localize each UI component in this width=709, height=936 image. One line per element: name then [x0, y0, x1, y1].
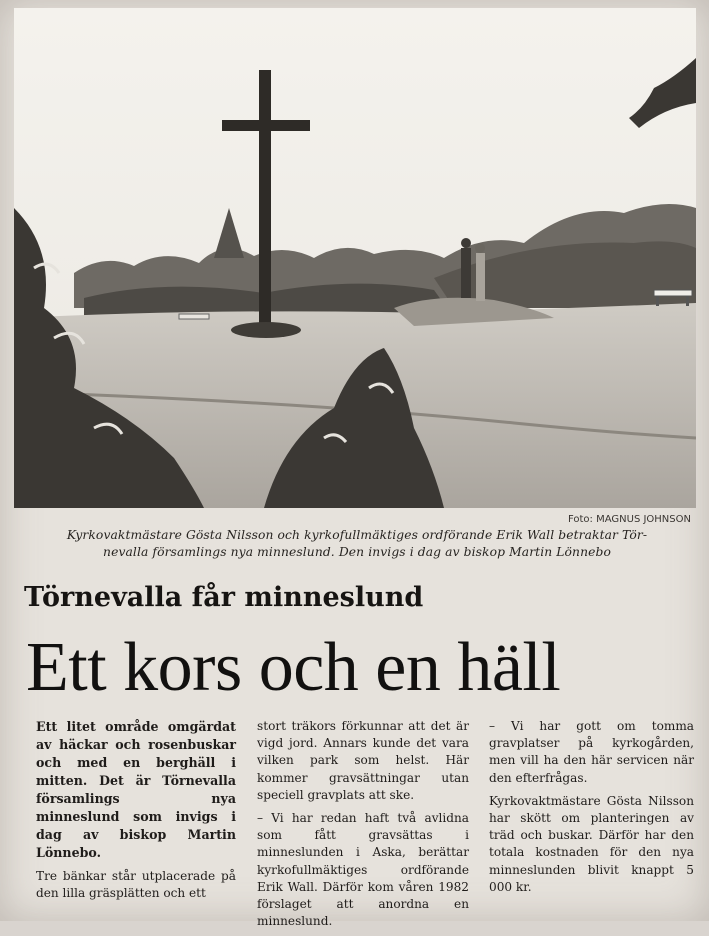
- photo-caption: [22, 527, 692, 561]
- caption-line: nevalla församlings nya minneslund. Den invigs i dag av biskop Martin Lönnebo: [103, 545, 611, 559]
- memorial-grove-photo: [14, 8, 696, 508]
- photo-credit: Foto: MAGNUS JOHNSON: [568, 514, 691, 525]
- body-paragraph: Kyrkovaktmästare Gösta Nilsson har skött om planteringen av träd och buskar. Därför har den totala kostnaden för den nya minneslunden blivit knappt 5 000 kr.: [489, 793, 694, 894]
- body-paragraph: stort träkors förkunnar att det är vigd jord. Annars kunde det vara vilken park som helst. Här kommer gravsättningar utan speciell gravplats att ske.: [257, 719, 469, 802]
- body-paragraph: – Vi har redan haft två avlidna som fått gravsättas i minneslunden i Aska, berättar kyrkofullmäktiges ordförande Erik Wall. Därför kom våren 1982 förslaget att anordna en minneslund.: [257, 811, 469, 929]
- article-column-3: [489, 718, 694, 902]
- body-paragraph: – Vi har gott om tomma gravplatser på kyrkogården, men vill ha den här servicen när den efterfrågas.: [489, 719, 694, 785]
- caption-line: Kyrkovaktmästare Gösta Nilsson och kyrkofullmäktiges ordförande Erik Wall betraktar Tör-: [66, 528, 648, 542]
- main-headline: Ett kors och en häll: [26, 629, 561, 706]
- kicker-headline: Törnevalla får minneslund: [24, 582, 424, 613]
- photo-illustration: [14, 8, 696, 508]
- lead-paragraph: Ett litet område omgärdat av häckar och rosenbuskar och med en berghäll i mitten. Det är Törnevalla församlings nya minneslund som invigs i dag av biskop Martin Lönnebo.: [36, 719, 236, 860]
- body-paragraph: Tre bänkar står utplacerade på den lilla gräsplätten och ett: [36, 869, 236, 901]
- article-column-2: [257, 718, 469, 936]
- article-column-1: [36, 718, 236, 908]
